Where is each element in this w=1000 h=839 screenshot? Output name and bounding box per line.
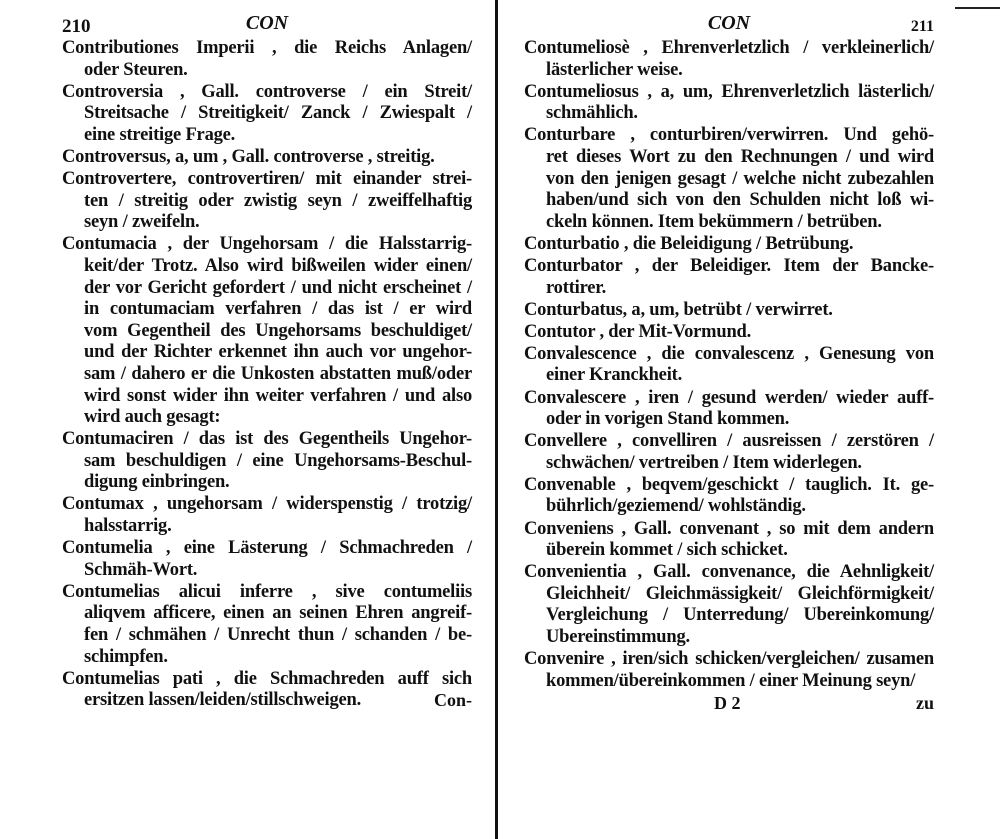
entry-continuation-line: rottirer. bbox=[546, 277, 607, 298]
entry-continuation-line: Streitsache / Streitigkeit/ Zanck / Zwiespalt / bbox=[84, 103, 472, 124]
dictionary-entry bbox=[62, 669, 472, 712]
entry-continuation-line: schwächen/ vertreiben / Item widerlegen. bbox=[546, 452, 862, 473]
entry-headline: Controversus, a, um , Gall. controverse , streitig. bbox=[62, 146, 435, 167]
entry-continuation-line: sam / dahero er die Unkosten abstatten muß/oder bbox=[84, 363, 472, 384]
dictionary-entry bbox=[62, 538, 472, 581]
entry-headline: Controvertere, controvertiren/ mit einander strei- bbox=[62, 169, 472, 190]
entry-continuation-line: digung einbringen. bbox=[84, 472, 230, 493]
entry-headline: Contutor , der Mit-Vormund. bbox=[524, 321, 752, 342]
signature-mark: D 2 bbox=[714, 692, 741, 713]
entry-continuation-line: ten / streitig oder zwistig seyn / zweiffelhaftig bbox=[84, 190, 472, 211]
entry-headline: Convenable , beqvem/geschickt / tauglich. It. ge- bbox=[524, 474, 934, 495]
entry-headline: Conveniens , Gall. convenant , so mit dem andern bbox=[524, 518, 934, 539]
entry-continuation-line: bührlich/geziemend/ wohlständig. bbox=[546, 496, 806, 517]
dictionary-entry bbox=[524, 300, 934, 322]
entry-continuation-line: Gleichheit/ Gleichmässigkeit/ Gleichförmigkeit/ bbox=[546, 583, 934, 604]
entry-continuation-line: ckeln können. Item bekümmern / betrüben. bbox=[546, 211, 882, 232]
dictionary-entry bbox=[524, 234, 934, 256]
entry-continuation-line: lästerlicher weise. bbox=[546, 59, 683, 80]
entry-continuation-line: Ubereinstimmung. bbox=[546, 627, 690, 648]
dictionary-entry bbox=[62, 582, 472, 668]
dictionary-entry bbox=[62, 147, 472, 169]
entry-headline: Conturbatus, a, um, betrübt / verwirret. bbox=[524, 299, 833, 320]
entry-continuation-line: der vor Gericht gefordert / und nicht erscheinet / bbox=[84, 277, 472, 298]
entry-headline: Contumelias pati , die Schmachreden auff sich bbox=[62, 668, 472, 689]
entry-continuation-line: einer Kranckheit. bbox=[546, 365, 683, 386]
page-header bbox=[524, 12, 934, 38]
catchword: Con- bbox=[433, 690, 472, 711]
entry-headline: Conturbator , der Beleidiger. Item der Bancke- bbox=[524, 255, 934, 276]
entry-continuation-line: halsstarrig. bbox=[84, 516, 172, 537]
dictionary-entry bbox=[62, 169, 472, 234]
entry-continuation-line: überein kommet / sich schicket. bbox=[546, 540, 788, 561]
entry-continuation-line: wird auch gesagt: bbox=[84, 407, 221, 428]
entry-continuation-line: schimpfen. bbox=[84, 646, 168, 667]
entry-headline: Contumax , ungehorsam / widerspenstig / trotzig/ bbox=[62, 494, 472, 515]
dictionary-entry bbox=[524, 82, 934, 125]
dictionary-entry bbox=[524, 322, 934, 344]
entry-continuation-line: keit/der Trotz. Also wird bißweilen wider einen/ bbox=[84, 255, 472, 276]
entry-headline: Convalescence , die convalescenz , Genesung von bbox=[524, 343, 934, 364]
dictionary-entry bbox=[524, 431, 934, 474]
dictionary-entries bbox=[524, 38, 934, 692]
dictionary-entry bbox=[524, 38, 934, 81]
page-number: 210 bbox=[62, 16, 91, 37]
entry-continuation-line: Vergleichung / Unterredung/ Ubereinkomung/ bbox=[546, 605, 934, 626]
entry-continuation-line: von den jenigen gesagt / welche nicht zubezahlen bbox=[546, 168, 934, 189]
entry-headline: Contumeliosè , Ehrenverletzlich / verkleinerlich/ bbox=[524, 38, 934, 58]
entry-continuation-line: oder in vorigen Stand kommen. bbox=[546, 409, 790, 430]
entry-headline: Contributiones Imperii , die Reichs Anlagen/ bbox=[62, 38, 472, 58]
dictionary-entry bbox=[524, 256, 934, 299]
entry-continuation-line: wird sonst wider ihn weiter verfahren / und also bbox=[84, 385, 472, 406]
page-number: 211 bbox=[910, 18, 934, 35]
entry-continuation-line: eine streitige Frage. bbox=[84, 124, 236, 145]
dictionary-entry bbox=[524, 519, 934, 562]
right-page bbox=[524, 12, 934, 717]
running-head: CON bbox=[707, 12, 751, 34]
entry-continuation-line: sam beschuldigen / eine Ungehorsams-Beschul- bbox=[84, 450, 472, 471]
scan-edge-mark bbox=[955, 7, 1000, 9]
dictionary-entry bbox=[524, 649, 934, 692]
entry-continuation-line: Schmäh-Wort. bbox=[84, 559, 198, 580]
dictionary-entry bbox=[62, 82, 472, 147]
entry-headline: Convellere , convelliren / ausreissen / zerstören / bbox=[524, 431, 934, 452]
dictionary-entry bbox=[524, 125, 934, 233]
book-gutter bbox=[495, 0, 498, 839]
running-head: CON bbox=[245, 12, 289, 34]
entry-continuation-line: fen / schmähen / Unrecht thun / schanden / be- bbox=[84, 625, 472, 646]
entry-continuation-line: vom Gegentheil des Ungehorsams beschuldiget/ bbox=[84, 320, 472, 341]
entry-continuation-line: kommen/übereinkommen / einer Meinung seyn/ bbox=[546, 670, 916, 691]
entry-headline: Conturbare , conturbiren/verwirren. Und gehö- bbox=[524, 125, 934, 146]
dictionary-entries bbox=[62, 38, 472, 712]
dictionary-entry bbox=[524, 475, 934, 518]
entry-continuation-line: seyn / zweifeln. bbox=[84, 212, 200, 233]
entry-continuation-line: haben/und sich von den Schulden nicht loß wi- bbox=[546, 190, 934, 211]
entry-continuation-line: ersitzen lassen/leiden/stillschweigen. bbox=[84, 690, 362, 711]
left-page bbox=[62, 12, 472, 736]
page-header bbox=[62, 12, 472, 38]
entry-continuation-line: schmählich. bbox=[546, 103, 638, 124]
entry-headline: Contumelia , eine Lästerung / Schmachreden / bbox=[62, 538, 472, 559]
dictionary-entry bbox=[62, 494, 472, 537]
entry-headline: Conturbatio , die Beleidigung / Betrübung. bbox=[524, 233, 854, 254]
entry-continuation-line: aliqvem afficere, einen an seinen Ehren angreif- bbox=[84, 603, 472, 624]
entry-continuation-line: und der Richter erkennet ihn auch vor ungehor- bbox=[84, 342, 472, 363]
dictionary-entry bbox=[524, 562, 934, 648]
dictionary-entry bbox=[62, 429, 472, 494]
entry-continuation-line: oder Steuren. bbox=[84, 59, 188, 80]
page-footer bbox=[524, 693, 934, 717]
dictionary-entry bbox=[62, 234, 472, 428]
entry-headline: Convenire , iren/sich schicken/vergleichen/ zusamen bbox=[524, 649, 934, 670]
entry-headline: Contumaciren / das ist des Gegentheils Ungehor- bbox=[62, 429, 472, 450]
dictionary-entry bbox=[524, 344, 934, 387]
entry-headline: Contumelias alicui inferre , sive contumeliis bbox=[62, 581, 472, 602]
entry-headline: Contumacia , der Ungehorsam / die Halsstarrig- bbox=[62, 234, 472, 255]
entry-continuation-line: in contumaciam verfahren / das ist / er wird bbox=[84, 299, 472, 320]
entry-continuation-line: ret dieses Wort zu den Rechnungen / und wird bbox=[546, 146, 934, 167]
dictionary-entry bbox=[524, 388, 934, 431]
entry-headline: Convenientia , Gall. convenance, die Aehnligkeit/ bbox=[524, 562, 934, 583]
entry-headline: Convalescere , iren / gesund werden/ wieder auff- bbox=[524, 387, 934, 408]
catchword: zu bbox=[916, 692, 934, 713]
entry-headline: Contumeliosus , a, um, Ehrenverletzlich lästerlich/ bbox=[524, 81, 934, 102]
entry-headline: Controversia , Gall. controverse / ein Streit/ bbox=[62, 81, 472, 102]
dictionary-entry bbox=[62, 38, 472, 81]
